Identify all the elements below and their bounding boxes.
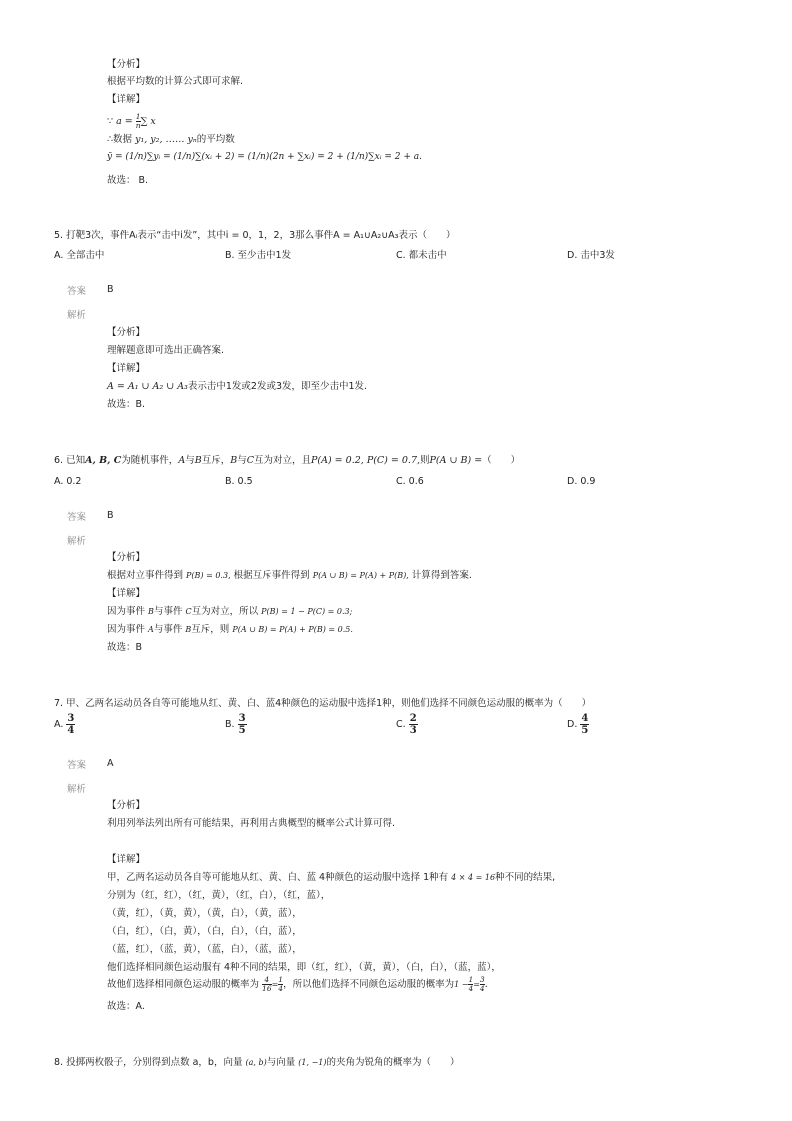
q5-conclusion: 故选：B.	[107, 399, 146, 410]
q7-fenxi-text: 利用列举法列出所有可能结果，再利用古典概型的概率公式计算可得.	[107, 818, 396, 829]
q4-fenxi-text: 根据平均数的计算公式即可求解.	[107, 76, 244, 87]
q5-xiangjie-label: 【详解】	[107, 363, 146, 374]
q6-conclusion: 故选：B	[107, 642, 143, 653]
q5-fenxi-label: 【分析】	[107, 327, 146, 338]
q7-stem: 7. 甲、乙两名运动员各自等可能地从红、黄、白、蓝4种颜色的运动服中选择1种，则他们选择不同颜色运动服的概率为（ ）	[54, 698, 592, 709]
q5-stem: 5. 打靶3次，事件Aᵢ表示“击中i发”，其中i = 0，1，2，3那么事件A = A₁∪A₂∪A₃表示（ ）	[54, 230, 456, 241]
q5-detail: A = A₁ ∪ A₂ ∪ A₃表示击中1发或2发或3发，即至少击中1发.	[107, 381, 368, 392]
q5-option-a: A. 全部击中	[54, 250, 105, 261]
q4-line1: ∵ a = $\frac{1}{n}$ ∑ x	[107, 112, 156, 130]
q7-detail-7: 故他们选择相同颜色运动服的概率为 $\frac{4}{16}$ = $\frac{1}{4}$ ，所以他们选择不同颜色运动服的概率为1 − $\frac{1}{4}$ = $\frac{3}{4}$ .	[107, 975, 488, 993]
q6-detail-1: 因为事件 B与事件 C互为对立，所以 P(B) = 1 − P(C) = 0.3;	[107, 606, 353, 617]
q4-line3: ȳ = (1/n)∑yᵢ = (1/n)∑(xᵢ + 2) = (1/n)(2n + ∑xᵢ) = 2 + (1/n)∑xᵢ = 2 + a.	[107, 152, 422, 162]
q7-detail-2: 分别为（红，红），（红，黄），（红，白），（红，蓝），	[107, 890, 331, 901]
q7-answer-label: 答案	[67, 760, 87, 771]
q7-option-c: C. $\frac{2}{3}$	[396, 713, 417, 736]
q7-option-a: A. $\frac{3}{4}$	[54, 713, 75, 736]
q5-fenxi-text: 理解题意即可选出正确答案.	[107, 345, 225, 356]
q7-conclusion: 故选：A.	[107, 1001, 145, 1012]
q4-answer: 故选： B.	[107, 175, 149, 186]
q5-answer-label: 答案	[67, 286, 87, 297]
q4-xiangjie-label: 【详解】	[107, 94, 146, 105]
q6-fenxi-text: 根据对立事件得到 P(B) = 0.3, 根据互斥事件得到 P(A ∪ B) = P(A) + P(B), 计算得到答案.	[107, 570, 472, 581]
q7-detail-1: 甲，乙两名运动员各自等可能地从红、黄、白、蓝 4种颜色的运动服中选择 1种有 4 × 4 = 16种不同的结果,	[107, 872, 556, 883]
q6-detail-2: 因为事件 A与事件 B互斥，则 P(A ∪ B) = P(A) + P(B) = 0.5.	[107, 624, 353, 635]
q6-stem: 6. 已知A, B, C为随机事件，A与B互斥，B与C互为对立，且P(A) = 0.2, P(C) = 0.7,则P(A ∪ B) =（ ）	[54, 455, 521, 466]
q5-answer-value: B	[107, 284, 114, 295]
q4-fenxi-label: 【分析】	[107, 59, 146, 70]
q6-option-c: C. 0.6	[396, 476, 424, 487]
q6-answer-value: B	[107, 510, 114, 521]
q7-analysis-label: 解析	[67, 784, 87, 795]
q7-detail-5: （蓝，红），（蓝，黄），（蓝，白），（蓝，蓝），	[107, 944, 302, 955]
q6-xiangjie-label: 【详解】	[107, 588, 146, 599]
q7-option-d: D. $\frac{4}{5}$	[567, 713, 589, 736]
q6-fenxi-label: 【分析】	[107, 552, 146, 563]
q7-detail-6: 他们选择相同颜色运动服有 4种不同的结果，即（红，红），（黄，黄），（白，白），（蓝，蓝），	[107, 962, 501, 973]
q7-fenxi-label: 【分析】	[107, 800, 146, 811]
q8-stem: 8. 投掷两枚骰子，分别得到点数 a，b，向量 (a, b)与向量 (1, −1)的夹角为锐角的概率为（ ）	[54, 1057, 460, 1068]
q4-line2: ∴数据 y₁, y₂, …… yₙ的平均数	[107, 134, 235, 145]
q7-detail-4: （白，红），（白，黄），（白，白），（白，蓝），	[107, 926, 302, 937]
q5-option-b: B. 至少击中1发	[225, 250, 292, 261]
q6-option-b: B. 0.5	[225, 476, 253, 487]
q6-analysis-label: 解析	[67, 536, 87, 547]
q7-detail-3: （黄，红），（黄，黄），（黄，白），（黄，蓝），	[107, 908, 302, 919]
q6-option-d: D. 0.9	[567, 476, 596, 487]
q5-option-c: C. 都未击中	[396, 250, 447, 261]
q5-option-d: D. 击中3发	[567, 250, 615, 261]
q7-xiangjie-label: 【详解】	[107, 854, 146, 865]
q5-analysis-label: 解析	[67, 310, 87, 321]
q7-answer-value: A	[107, 758, 114, 769]
q6-option-a: A. 0.2	[54, 476, 82, 487]
q7-option-b: B. $\frac{3}{5}$	[225, 713, 246, 736]
q6-answer-label: 答案	[67, 512, 87, 523]
